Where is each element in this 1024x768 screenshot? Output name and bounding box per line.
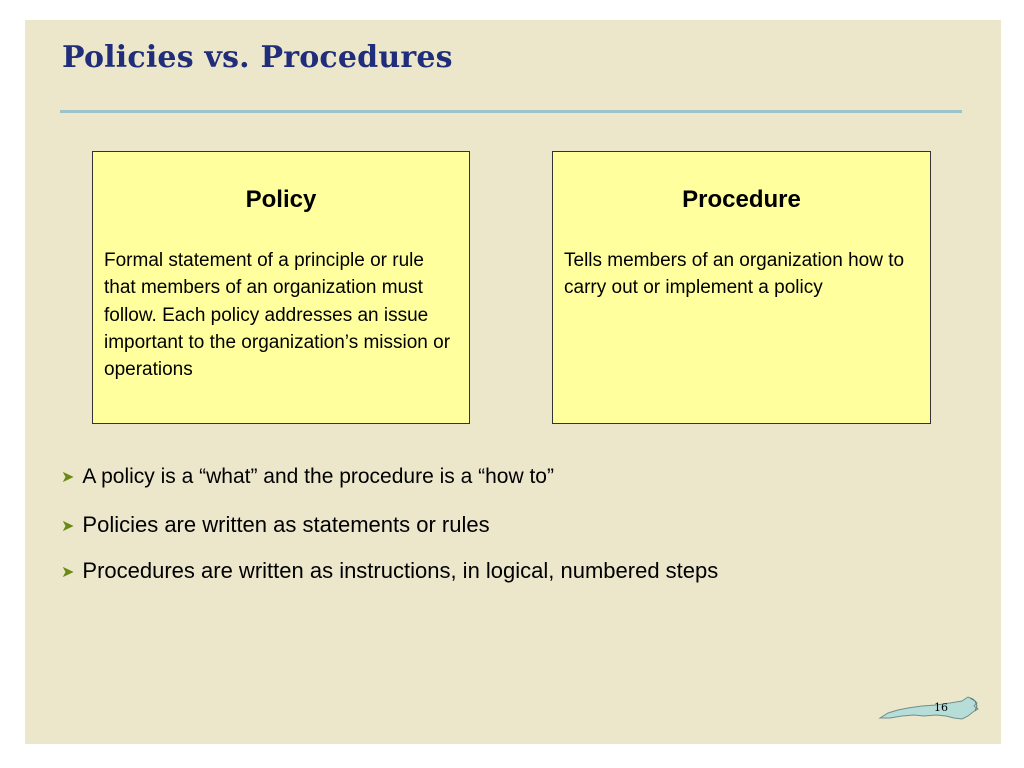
title-divider <box>60 110 962 113</box>
procedure-description: Tells members of an organization how to carry out or implement a policy <box>564 250 905 299</box>
policy-heading: Policy <box>245 186 317 213</box>
bullet-text: A policy is a “what” and the procedure is a “how to” <box>82 465 554 488</box>
arrow-bullet-icon: ➤ <box>61 564 75 581</box>
bullet-item <box>61 558 718 584</box>
policy-card <box>92 151 470 424</box>
page-number: 16 <box>934 701 948 714</box>
arrow-bullet-icon: ➤ <box>61 518 75 535</box>
bullet-text: Procedures are written as instructions, in logical, numbered steps <box>82 558 719 583</box>
bullet-text: Policies are written as statements or rules <box>82 512 490 537</box>
slide-title: Policies vs. Procedures <box>62 40 453 75</box>
bullet-item <box>61 512 490 538</box>
bullet-item <box>61 465 554 489</box>
slide <box>25 20 1001 744</box>
north-carolina-map-icon <box>878 694 982 722</box>
procedure-card <box>552 151 931 424</box>
arrow-bullet-icon: ➤ <box>61 469 75 486</box>
procedure-heading: Procedure <box>682 186 801 213</box>
policy-description: Formal statement of a principle or rule that members of an organization must follow. Each policy addresses an issue important to the organization’s mission or operations <box>104 250 451 381</box>
